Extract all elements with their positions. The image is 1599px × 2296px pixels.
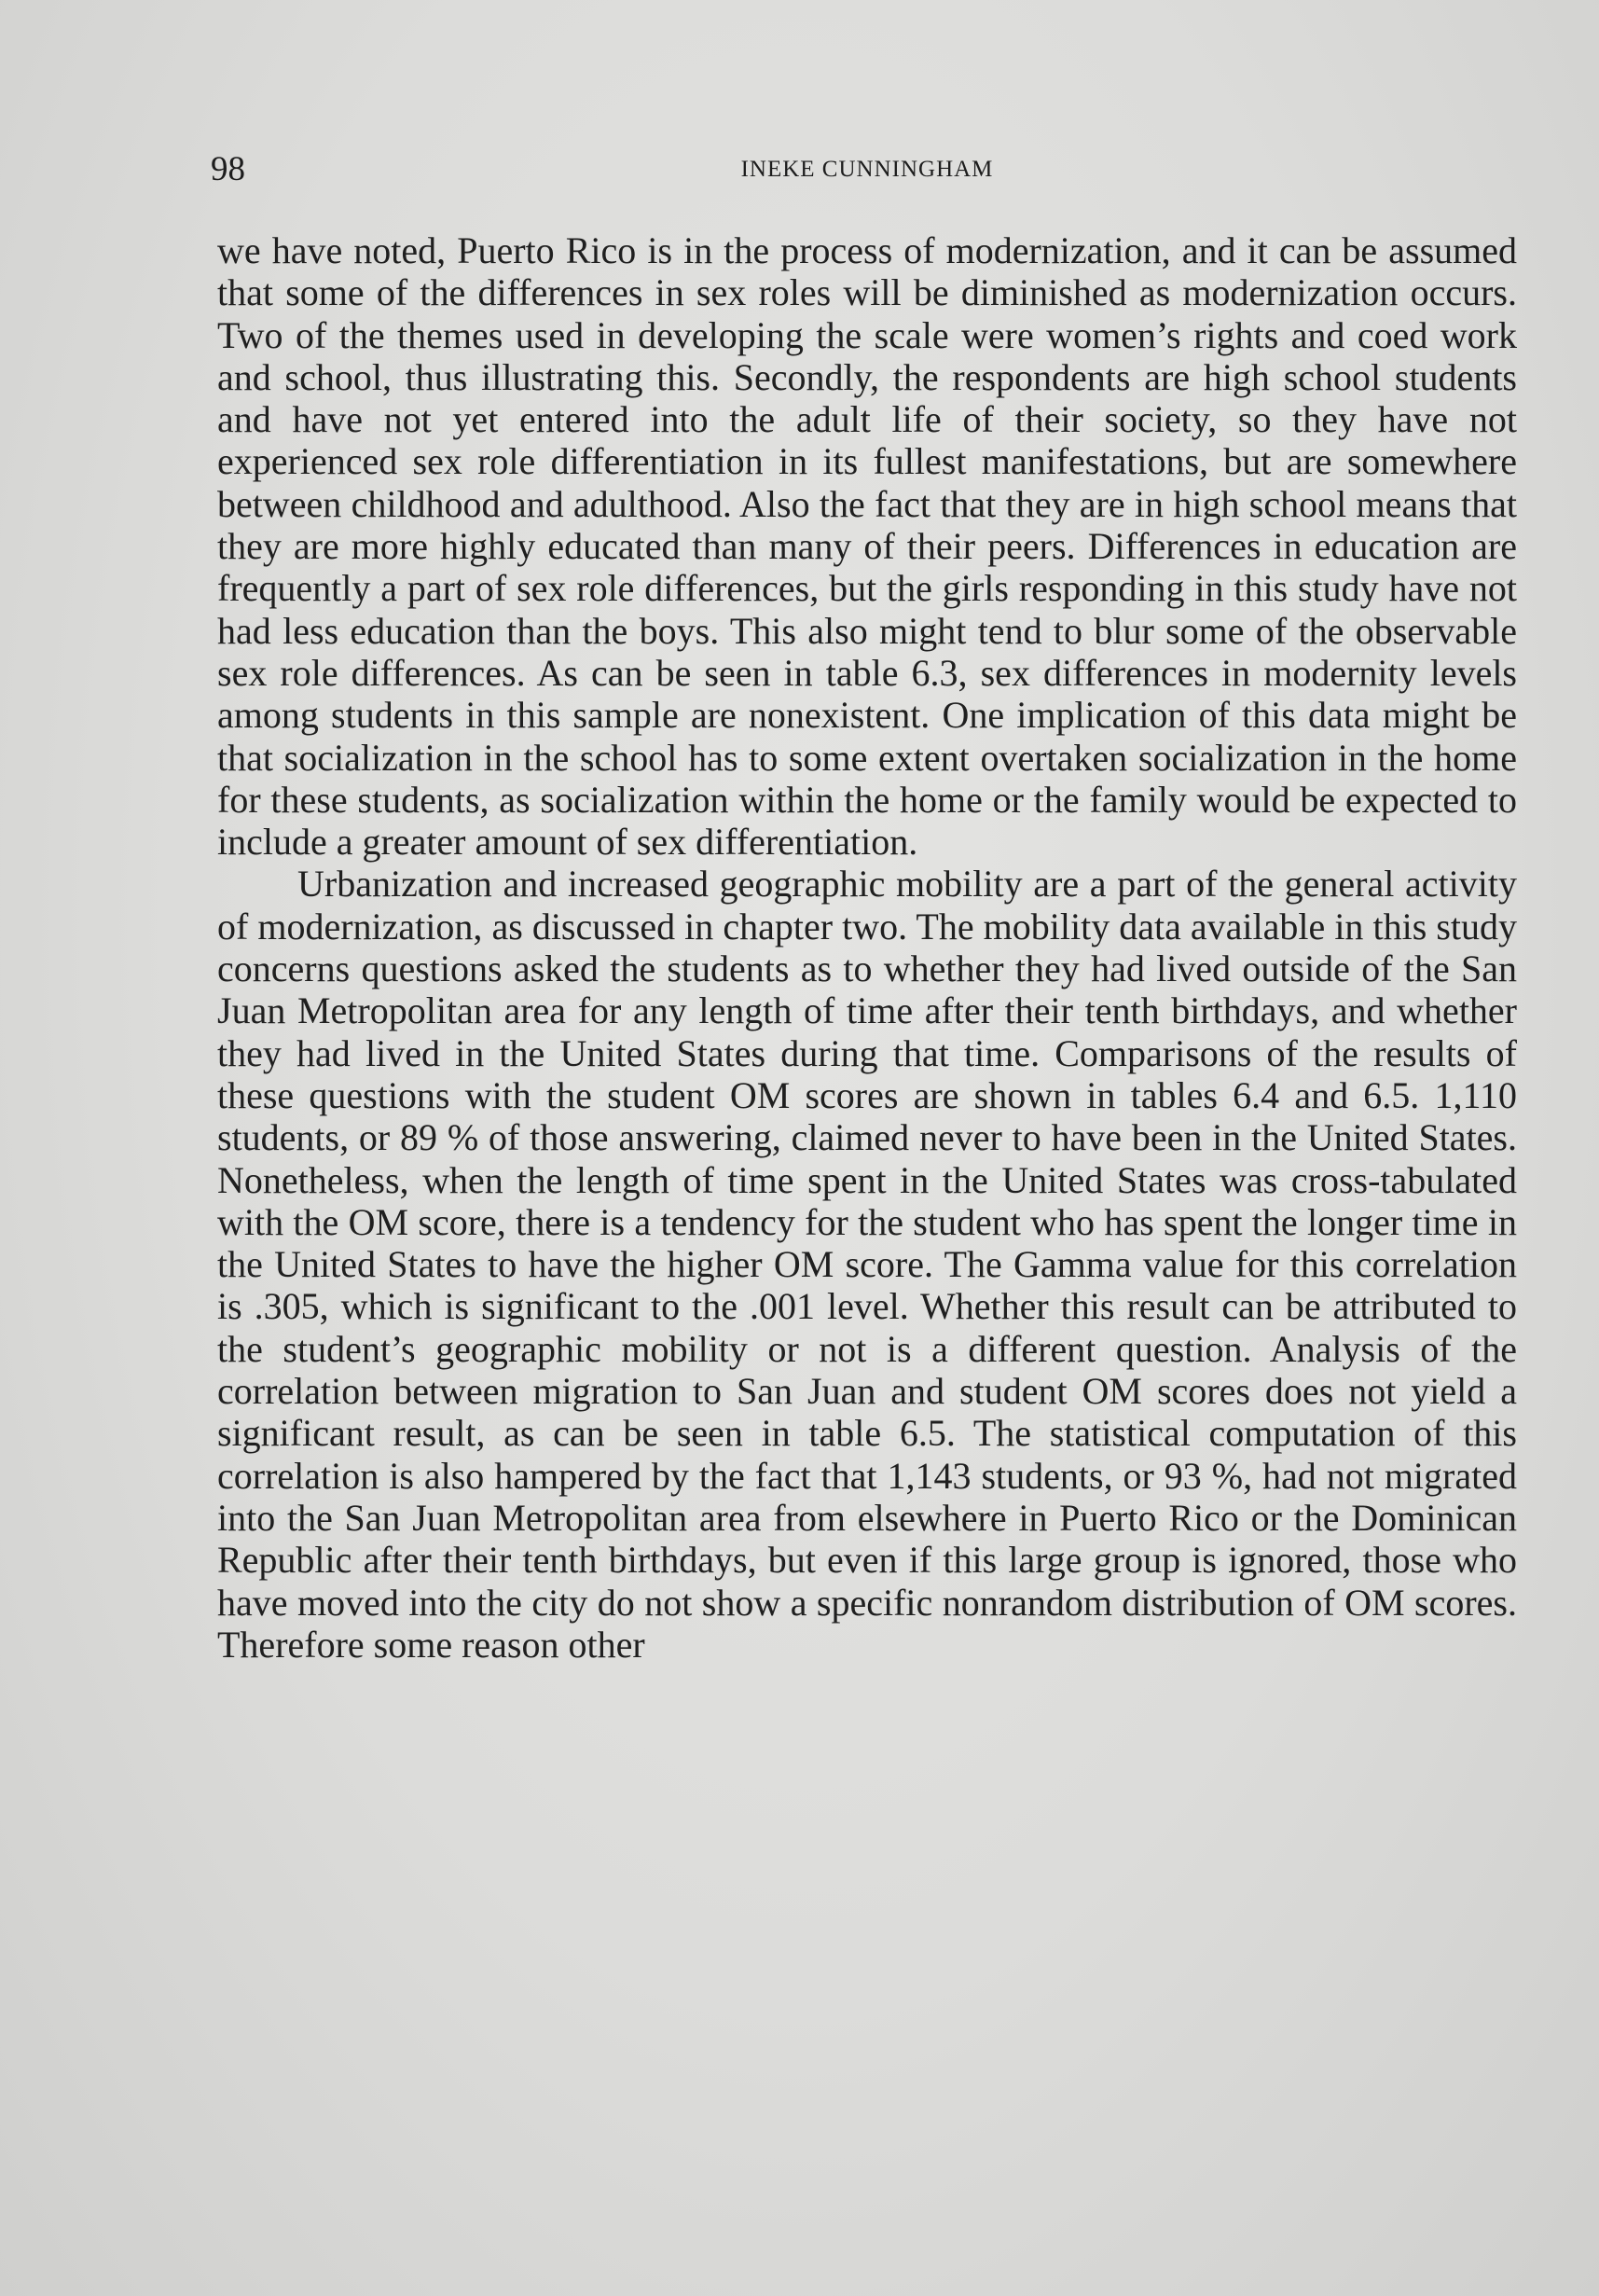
body-text xyxy=(217,229,1517,1666)
page-number: 98 xyxy=(211,150,245,188)
page-header xyxy=(211,149,1523,196)
paragraph-continued: we have noted, Puerto Rico is in the process of modernization, and it can be assumed that some of the differences in sex roles will be diminished as modernization occurs. Two of the themes used in developing the scale were women’s rights and coed work and school, thus illustrating this. Secondly, the respondents are high school students and have not yet entered into the adult life of their society, so they have not experienced sex role differentiation in its fullest manifestations, but are somewhere between childhood and adulthood. Also the fact that they are in high school means that they are more highly educated than many of their peers. Differences in education are frequently a part of sex role differences, but the girls responding in this study have not had less education than the boys. This also might tend to blur some of the observable sex role differences. As can be seen in table 6.3, sex differences in modernity levels among students in this sample are nonexistent. One implication of this data might be that socialization in the school has to some extent overtaken socialization in the home for these students, as socialization within the home or the family would be expected to include a greater amount of sex differentiation. xyxy=(217,229,1517,864)
paragraph-urbanization: Urbanization and increased geographic mobility are a part of the general activity of modernization, as discussed in chapter two. The mobility data available in this study concerns questions asked the students as to whether they had lived outside of the San Juan Metropolitan area for any length of time after their tenth birthdays, and whether they had lived in the United States during that time. Comparisons of the results of these questions with the student OM scores are shown in tables 6.4 and 6.5. 1,110 students, or 89 % of those answering, claimed never to have been in the United States. Nonetheless, when the length of time spent in the United States was cross-tabulated with the OM score, there is a tendency for the student who has spent the longer time in the United States to have the higher OM score. The Gamma value for this correlation is .305, which is significant to the .001 level. Whether this result can be attributed to the student’s geographic mobility or not is a different question. Analysis of the correlation between migration to San Juan and student OM scores does not yield a significant result, as can be seen in table 6.5. The statistical computation of this correlation is also hampered by the fact that 1,143 students, or 93 %, had not migrated into the San Juan Metropolitan area from elsewhere in Puerto Rico or the Dominican Republic after their tenth birthdays, but even if this large group is ignored, those who have moved into the city do not show a specific nonrandom distribution of OM scores. Therefore some reason other xyxy=(217,863,1517,1666)
running-head: INEKE CUNNINGHAM xyxy=(740,157,994,182)
